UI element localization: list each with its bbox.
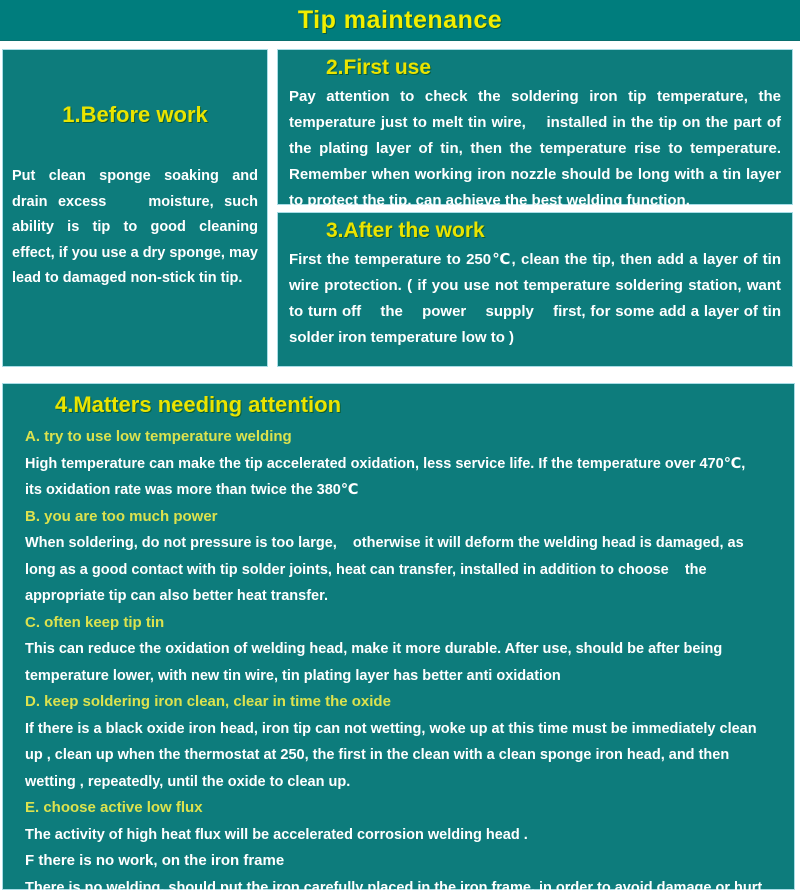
- attention-section-c: [25, 610, 776, 690]
- attention-heading: 4.Matters needing attention: [55, 392, 342, 417]
- section-e-label: E. choose active low flux: [25, 799, 203, 816]
- section-d-text: If there is a black oxide iron head, iron tip can not wetting, woke up at this time must be immediately clean up , clean up when the thermostat at 250, the first in the clean with a clean sponge iron head, and then wetting , repeatedly, until the oxide to clean up.: [25, 720, 761, 790]
- section-c-label: C. often keep tip tin: [25, 613, 165, 631]
- section-c-text: This can reduce the oxidation of welding head, make it more durable. After use, should be after being temperature lower, with new tin wire, tin plating layer has better anti oxidation: [25, 641, 727, 684]
- attention-section-d: [25, 689, 776, 795]
- panel-matters-needing-attention: [2, 383, 795, 896]
- before-work-heading: 1.Before work: [62, 102, 208, 127]
- attention-section-e: [25, 795, 776, 848]
- attention-sections: [3, 422, 794, 896]
- page-title: Tip maintenance: [297, 5, 503, 34]
- section-f-label: F there is no work, on the iron frame: [25, 852, 285, 869]
- section-b-label: B. you are too much power: [25, 507, 218, 525]
- after-work-heading: 3.After the work: [326, 219, 485, 242]
- section-d-label: D. keep soldering iron clean, clear in time the oxide: [25, 693, 391, 710]
- section-a-text: High temperature can make the tip accelerated oxidation, less service life. If the temperature over 470℃, its oxidation rate was more than twice the 380℃: [25, 455, 762, 498]
- first-use-heading: 2.First use: [326, 56, 432, 79]
- attention-section-f: [25, 848, 776, 896]
- section-f-text: There is no welding, should put the iron carefully placed in the iron frame, in order to avoid damage or hurt: [25, 879, 763, 896]
- attention-section-a: [25, 424, 776, 504]
- panel-first-use: [277, 49, 798, 209]
- first-use-text: Pay attention to check the soldering iron tip temperature, the temperature just to melt tin wire, installed in the tip on the part of the plating layer of tin, then the temperature rise to temperature. Remember when working iron nozzle should be long with a tin layer to protect the tip, can achieve the best welding function.: [289, 88, 798, 209]
- attention-section-b: [25, 504, 776, 610]
- section-a-label: A. try to use low temperature welding: [25, 428, 292, 445]
- title-banner: [0, 0, 800, 41]
- section-b-text: When soldering, do not pressure is too large, otherwise it will deform the welding head is damaged, as long as a good contact with tip solder joints, heat can transfer, installed in addition to choose the appropriate tip can also better heat transfer.: [25, 535, 748, 604]
- before-work-text: Put clean sponge soaking and drain excess moisture, such ability is tip to good cleaning effect, if you use a dry sponge, may lead to damaged non-stick tin tip.: [12, 168, 275, 286]
- panel-before-work: [2, 49, 275, 367]
- after-work-text: First the temperature to 250℃, clean the tip, then add a layer of tin wire protection. ( if you use not temperature soldering station, want to turn off the power supply first, for some add a layer of tin solder iron temperature low to ): [289, 251, 798, 346]
- panel-after-work: [277, 212, 798, 367]
- section-e-text: The activity of high heat flux will be accelerated corrosion welding head .: [25, 826, 528, 843]
